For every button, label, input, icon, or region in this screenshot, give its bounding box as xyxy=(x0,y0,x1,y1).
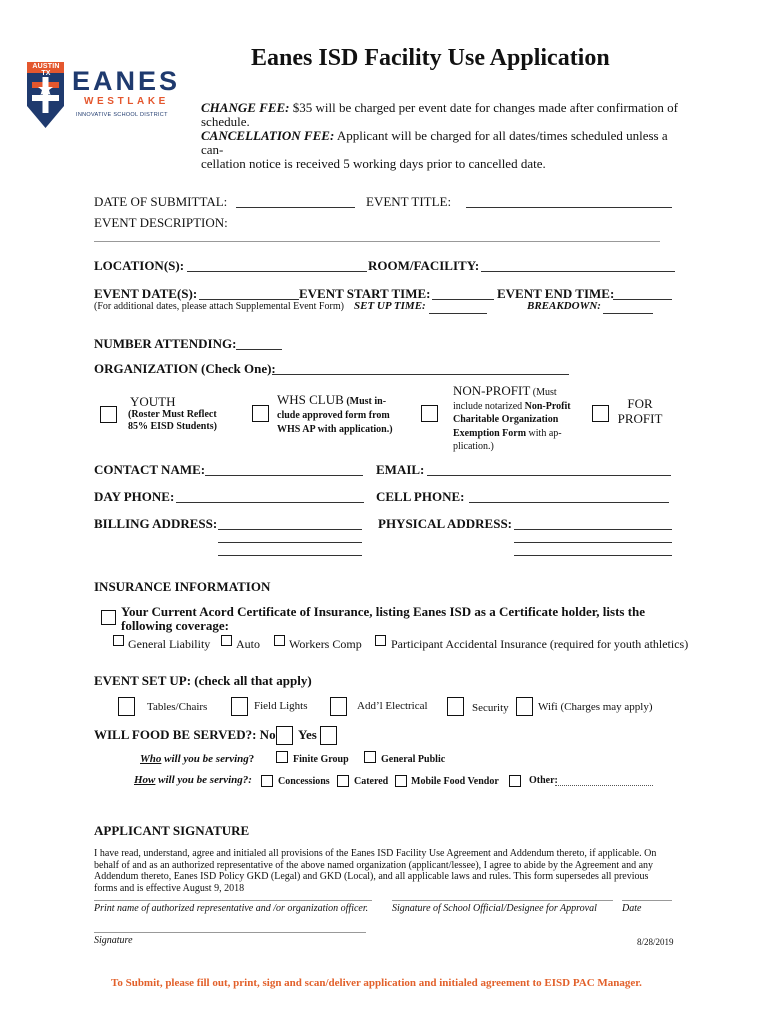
breakdown-field[interactable] xyxy=(603,313,653,314)
event-description-label: EVENT DESCRIPTION: xyxy=(94,215,228,230)
signature-heading: APPLICANT SIGNATURE xyxy=(94,823,250,838)
signature-para-2: behalf of and as an authorized representative of the above named organization (applicant/lessee), I agree to abide by the Agreement and any xyxy=(94,859,654,871)
change-fee-text-1: $35 will be charged per event date for changes made after confirmation of xyxy=(289,100,679,115)
concessions-label: Concessions xyxy=(278,776,330,787)
number-attending-field[interactable] xyxy=(236,349,282,350)
setup-time-label: SET UP TIME: xyxy=(354,300,426,312)
number-attending-label: NUMBER ATTENDING: xyxy=(94,336,237,351)
whs-note-2: clude approved form from xyxy=(277,410,390,421)
youth-note-2: 85% EISD Students) xyxy=(128,421,217,432)
for-profit-label-1: FOR xyxy=(627,396,653,411)
event-dates-label: EVENT DATE(S): xyxy=(94,286,198,301)
logo-sub: WESTLAKE xyxy=(84,96,169,107)
field-lights-label: Field Lights xyxy=(254,700,308,712)
start-time-label: EVENT START TIME: xyxy=(299,286,431,301)
auto-label: Auto xyxy=(236,637,260,651)
participant-insurance-checkbox[interactable] xyxy=(375,635,386,646)
setup-heading: EVENT SET UP: (check all that apply) xyxy=(94,673,312,688)
tables-chairs-checkbox[interactable] xyxy=(118,697,135,716)
billing-address-field-3[interactable] xyxy=(218,555,362,556)
signature-para-3: Addendum thereto, Eanes ISD Policy GKD (Legal) and GKD (Local), and all applicable laws and rules. This form supersedes all previous xyxy=(94,871,649,882)
print-name-field[interactable] xyxy=(94,900,372,901)
youth-checkbox[interactable] xyxy=(100,406,117,423)
electrical-checkbox[interactable] xyxy=(330,697,347,716)
date-field[interactable] xyxy=(622,900,672,901)
auto-checkbox[interactable] xyxy=(221,635,232,646)
nonprofit-note-4: plication.) xyxy=(453,441,494,452)
physical-address-field-3[interactable] xyxy=(514,555,672,556)
nonprofit-block xyxy=(453,385,571,453)
how-serving-label xyxy=(134,774,252,786)
end-time-field[interactable] xyxy=(613,299,672,300)
change-fee xyxy=(201,101,691,171)
electrical-label: Add’l Electrical xyxy=(357,700,428,712)
page-title: Eanes ISD Facility Use Application xyxy=(251,45,610,71)
submit-instructions: To Submit, please fill out, print, sign and scan/deliver application and initialed agreement to EISD PAC Manager. xyxy=(111,977,642,989)
logo-name: EANES xyxy=(72,66,181,96)
nonprofit-checkbox[interactable] xyxy=(421,405,438,422)
food-no-checkbox[interactable] xyxy=(276,726,293,745)
end-time-label: EVENT END TIME: xyxy=(497,286,615,301)
workers-comp-label: Workers Comp xyxy=(289,637,362,651)
general-public-checkbox[interactable] xyxy=(364,751,376,763)
signature-field[interactable] xyxy=(94,932,366,933)
logo-tagline: INNOVATIVE SCHOOL DISTRICT xyxy=(76,112,168,118)
email-field[interactable] xyxy=(427,475,671,476)
print-name-label: Print name of authorized representative and /or organization officer. xyxy=(94,903,369,914)
workers-comp-checkbox[interactable] xyxy=(274,635,285,646)
organization-field[interactable] xyxy=(272,374,569,375)
contact-name-label: CONTACT NAME: xyxy=(94,462,206,477)
date-label: Date xyxy=(622,903,642,914)
whs-club-block xyxy=(277,394,393,436)
locations-label: LOCATION(S): xyxy=(94,258,185,273)
general-public-label: General Public xyxy=(381,754,446,765)
nonprofit-label: NON-PROFIT xyxy=(453,383,531,398)
security-label: Security xyxy=(472,702,509,714)
day-phone-field[interactable] xyxy=(176,502,364,503)
change-fee-text-2: schedule. xyxy=(201,114,250,129)
date-submittal-field[interactable] xyxy=(236,207,355,208)
additional-dates-note: (For additional dates, please attach Supplemental Event Form) xyxy=(94,301,344,312)
signature-para-4: forms and is effective August 9, 2018 xyxy=(94,882,245,894)
date-submittal-label: DATE OF SUBMITTAL: xyxy=(94,194,228,209)
other-food-label: Other: xyxy=(529,775,558,786)
event-title-field[interactable] xyxy=(466,207,672,208)
logo-badge-text: AUSTIN TX xyxy=(32,63,60,77)
event-description-field[interactable] xyxy=(94,241,660,242)
general-liability-label: General Liability xyxy=(128,637,211,651)
wifi-label: Wifi (Charges may apply) xyxy=(538,701,653,713)
catered-label: Catered xyxy=(354,776,389,787)
who-question-mark: ? xyxy=(248,753,255,765)
for-profit-label-2: PROFIT xyxy=(617,411,663,426)
signature-para-1: I have read, understand, agree and initialed all provisions of the Eanes ISD Facility Use Agreement and Addendum thereto, if applicable. On xyxy=(94,848,657,859)
whs-note-1: (Must in- xyxy=(343,396,387,407)
nonprofit-note-1b: Non-Profit xyxy=(524,400,571,412)
catered-checkbox[interactable] xyxy=(337,775,349,787)
youth-label: YOUTH xyxy=(130,394,176,409)
for-profit-checkbox[interactable] xyxy=(592,405,609,422)
field-lights-checkbox[interactable] xyxy=(231,697,248,716)
general-liability-checkbox[interactable] xyxy=(113,635,124,646)
event-title-label: EVENT TITLE: xyxy=(366,194,452,209)
billing-address-field-2[interactable] xyxy=(218,542,362,543)
nonprofit-note-0: (Must xyxy=(530,387,557,398)
youth-note-1: (Roster Must Reflect xyxy=(128,409,217,420)
cancel-fee-label: CANCELLATION FEE: xyxy=(201,128,335,143)
start-time-field[interactable] xyxy=(432,299,494,300)
nonprofit-note-1a: include notarized xyxy=(453,400,525,412)
event-dates-field[interactable] xyxy=(199,299,299,300)
breakdown-label: BREAKDOWN: xyxy=(527,300,601,312)
acord-text-2: following coverage: xyxy=(121,618,229,633)
physical-address-field-1[interactable] xyxy=(514,529,672,530)
email-label: EMAIL: xyxy=(376,462,425,477)
for-profit-label xyxy=(617,396,663,426)
physical-address-field-2[interactable] xyxy=(514,542,672,543)
mobile-food-label: Mobile Food Vendor xyxy=(411,776,499,787)
signature-paragraph xyxy=(94,848,694,894)
youth-note xyxy=(128,409,217,433)
who-word: Who xyxy=(140,753,162,765)
how-word: How xyxy=(134,774,156,786)
acord-text-1: Your Current Acord Certificate of Insurance, listing Eanes ISD as a Certificate holder, lists the xyxy=(121,604,646,619)
school-official-field[interactable] xyxy=(392,900,613,901)
cell-phone-label: CELL PHONE: xyxy=(376,489,465,504)
food-question: WILL FOOD BE SERVED?: No xyxy=(94,727,276,742)
change-fee-label: CHANGE FEE: xyxy=(201,100,290,115)
room-facility-label: ROOM/FACILITY: xyxy=(368,258,480,273)
locations-field[interactable] xyxy=(187,271,367,272)
cell-phone-field[interactable] xyxy=(469,502,669,503)
form-version-date: 8/28/2019 xyxy=(637,937,674,947)
who-rest: will you be serving xyxy=(161,753,249,765)
room-facility-field[interactable] xyxy=(481,271,675,272)
setup-time-field[interactable] xyxy=(429,313,487,314)
wifi-checkbox[interactable] xyxy=(516,697,533,716)
mobile-food-checkbox[interactable] xyxy=(395,775,407,787)
whs-club-label: WHS CLUB xyxy=(277,392,344,407)
participant-insurance-label: Participant Accidental Insurance (required for youth athletics) xyxy=(391,637,689,651)
whs-club-checkbox[interactable] xyxy=(252,405,269,422)
cancel-fee-text-1: Applicant will be charged for all dates/times scheduled unless a can- xyxy=(201,128,668,157)
nonprofit-note-3a: Exemption Form xyxy=(453,427,527,439)
billing-address-label: BILLING ADDRESS: xyxy=(94,516,218,531)
how-rest: will you be serving?: xyxy=(155,774,252,786)
contact-name-field[interactable] xyxy=(205,475,363,476)
concessions-checkbox[interactable] xyxy=(261,775,273,787)
billing-address-field-1[interactable] xyxy=(218,529,362,530)
eanes-logo xyxy=(26,60,186,130)
whs-note-3: WHS AP with application.) xyxy=(277,424,393,435)
signature-label: Signature xyxy=(94,935,133,946)
nonprofit-note-2: Charitable Organization xyxy=(453,414,559,425)
acord-certificate-checkbox[interactable] xyxy=(101,610,116,625)
other-food-checkbox[interactable] xyxy=(509,775,521,787)
food-yes-label: Yes xyxy=(298,727,317,742)
security-checkbox[interactable] xyxy=(447,697,464,716)
tables-chairs-label: Tables/Chairs xyxy=(147,701,208,713)
food-yes-checkbox[interactable] xyxy=(320,726,337,745)
finite-group-checkbox[interactable] xyxy=(276,751,288,763)
who-serving-label xyxy=(140,753,254,765)
day-phone-label: DAY PHONE: xyxy=(94,489,175,504)
insurance-heading: INSURANCE INFORMATION xyxy=(94,579,271,594)
cancel-fee-text-2: cellation notice is received 5 working days prior to cancelled date. xyxy=(201,156,546,171)
physical-address-label: PHYSICAL ADDRESS: xyxy=(378,516,513,531)
other-food-field[interactable] xyxy=(555,785,653,786)
organization-label: ORGANIZATION (Check One): xyxy=(94,361,276,376)
finite-group-label: Finite Group xyxy=(293,754,349,765)
school-official-label: Signature of School Official/Designee for Approval xyxy=(392,903,597,914)
nonprofit-note-3b: with ap- xyxy=(526,427,562,439)
acord-text xyxy=(121,605,645,633)
